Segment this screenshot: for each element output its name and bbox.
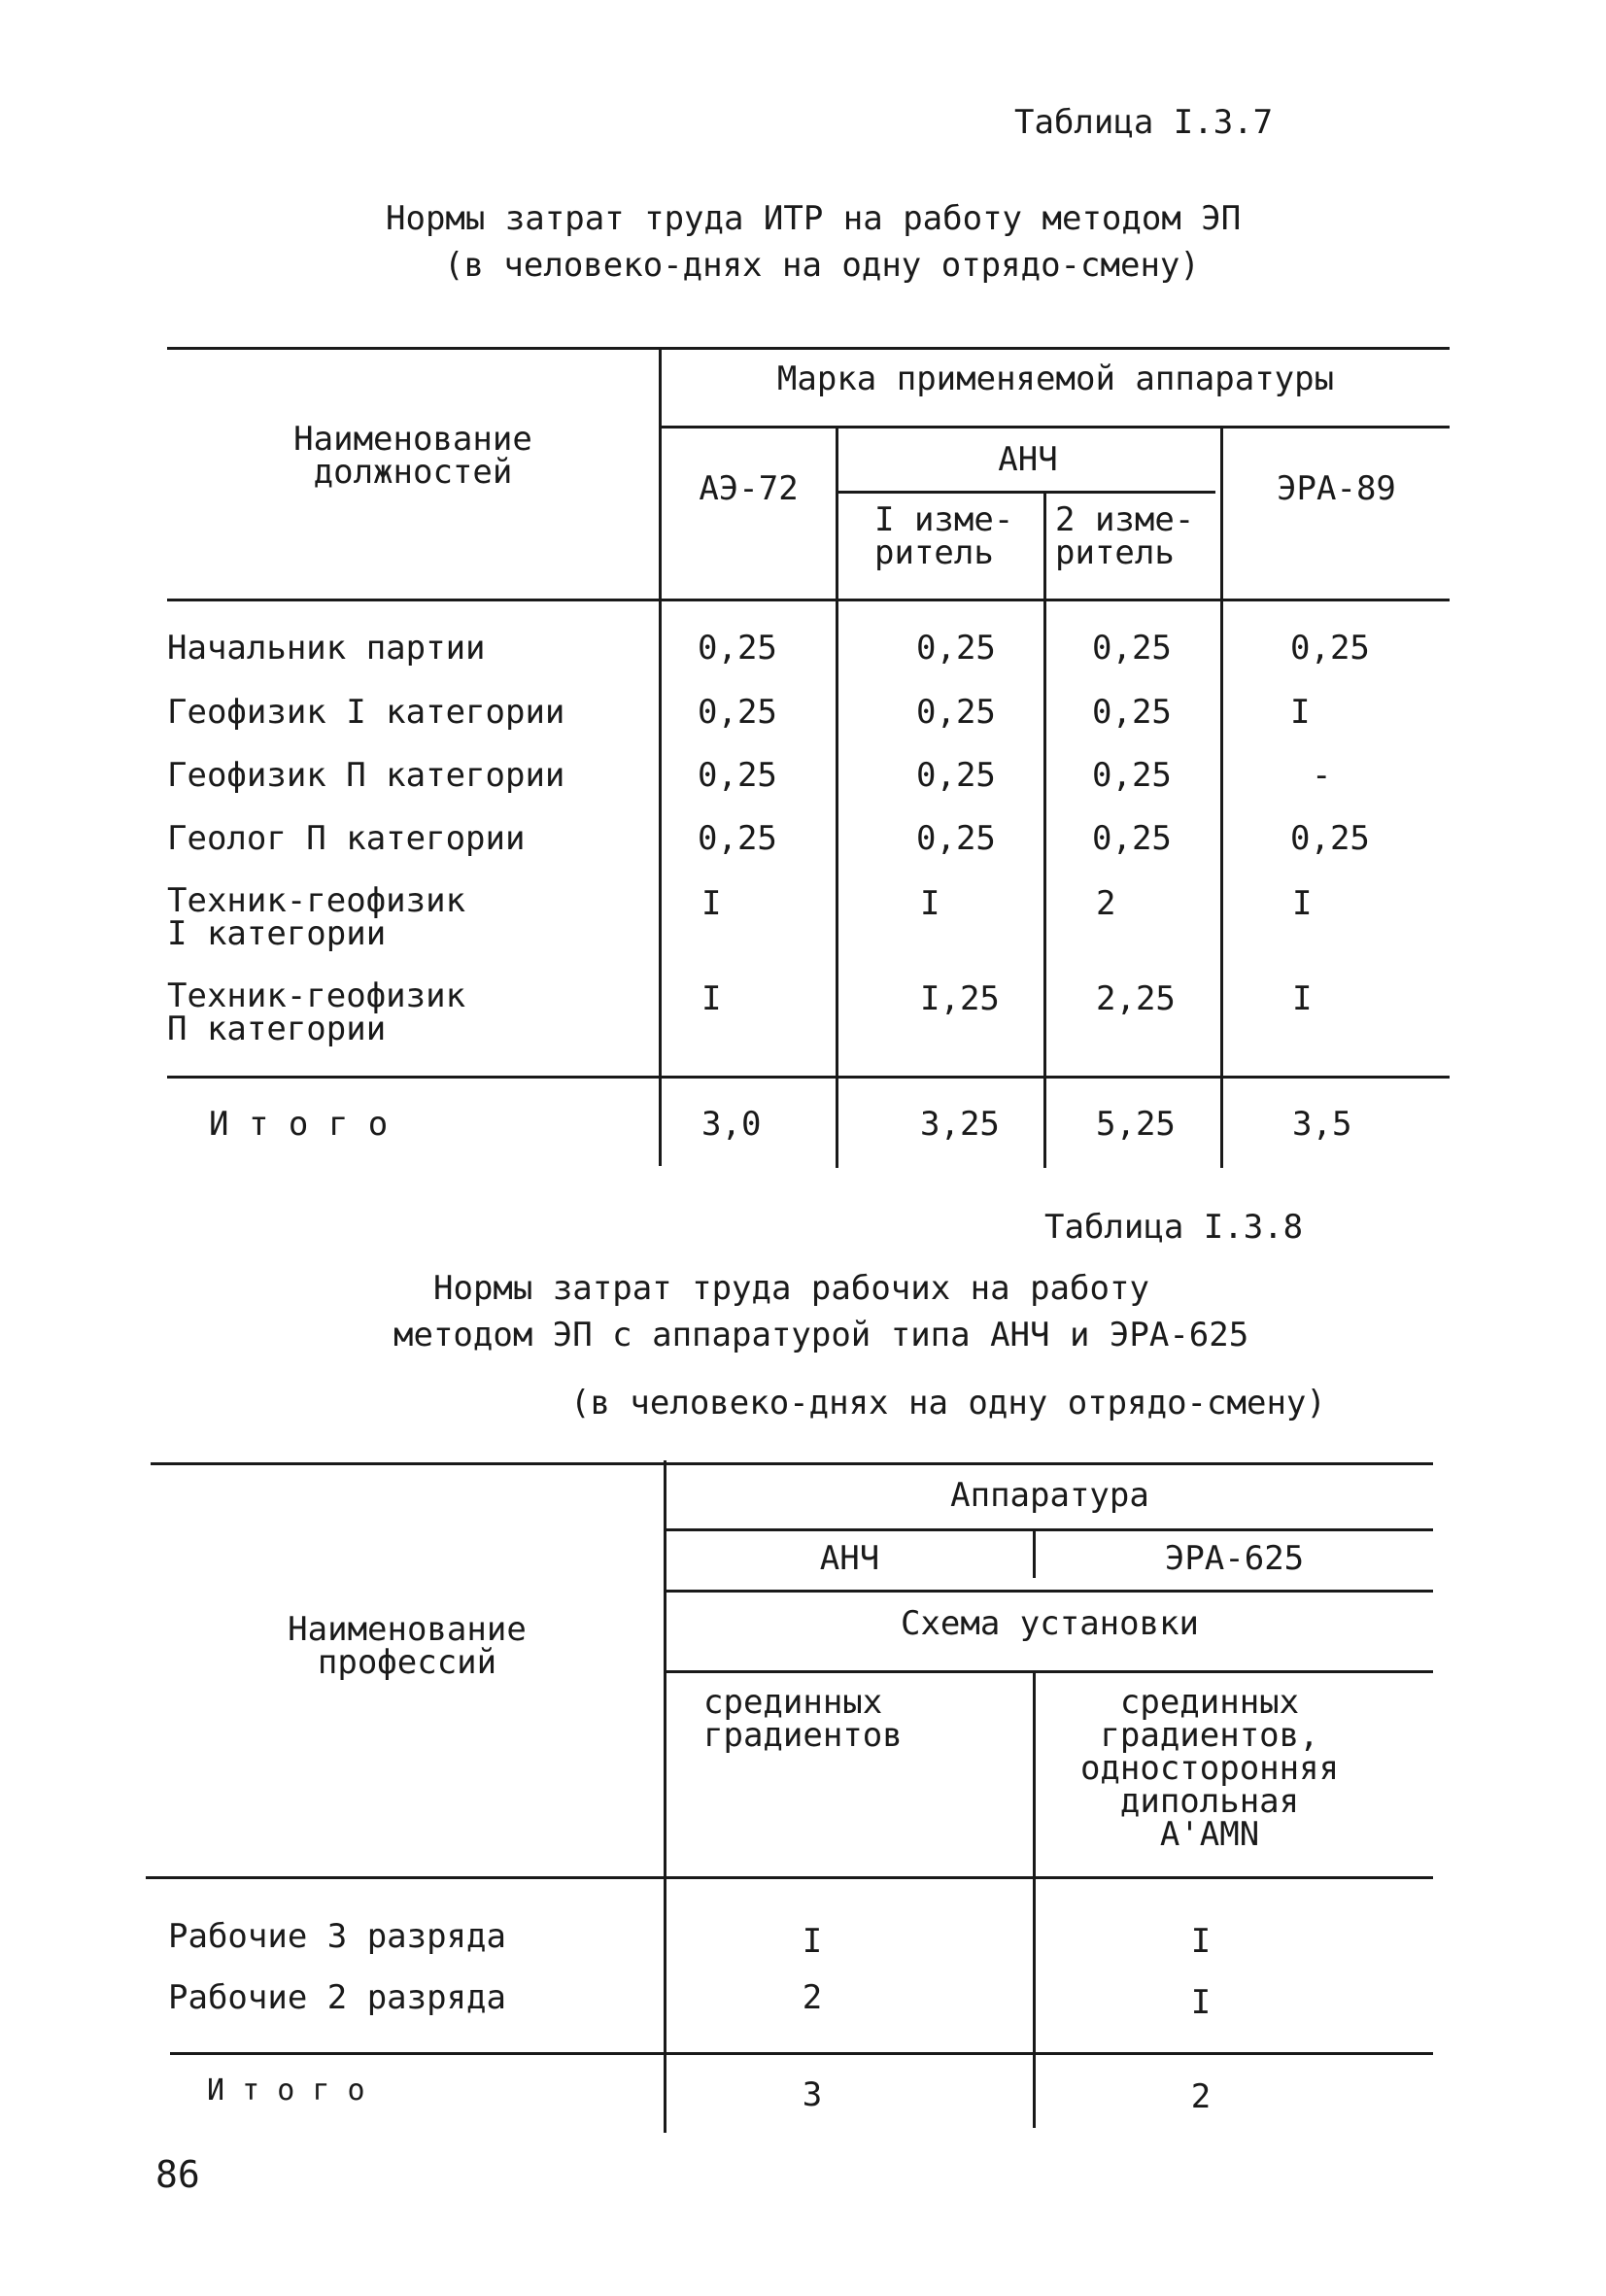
- total-label: И т о г о: [209, 1105, 389, 1144]
- column-header-ae72: АЭ-72: [699, 469, 799, 508]
- cell-anch1: 3,25: [920, 1105, 1000, 1144]
- cell-anch2: 2: [1096, 884, 1116, 923]
- column-header-anch-2: 2 изме- ритель: [1055, 500, 1195, 572]
- column-header-era625: ЭРА-625: [1164, 1539, 1305, 1578]
- cell-era625: 2: [1190, 2077, 1212, 2116]
- table-rule: [1220, 428, 1223, 1168]
- cell-ae72: 0,25: [698, 629, 777, 668]
- column-header-anch: АНЧ: [998, 440, 1058, 479]
- column-header-anch: АНЧ: [819, 1539, 880, 1578]
- cell-anch: 2: [802, 1978, 823, 2017]
- cell-era89: I: [1290, 693, 1311, 732]
- table-rule: [170, 2052, 1433, 2055]
- row-name: Начальник партии: [167, 629, 486, 668]
- row-name: Рабочие 3 разряда: [168, 1917, 506, 1956]
- cell-ae72: 0,25: [698, 693, 777, 732]
- cell-anch2: 5,25: [1096, 1105, 1176, 1144]
- column-header-position: Наименование должностей: [293, 420, 532, 492]
- column-header-era89: ЭРА-89: [1277, 469, 1396, 508]
- row-name: Геофизик П категории: [167, 756, 565, 795]
- table-rule: [664, 1590, 1433, 1593]
- cell-anch2: 0,25: [1092, 693, 1172, 732]
- cell-anch2: 0,25: [1092, 629, 1172, 668]
- table-subtitle: (в человеко-днях на одну отрядо-смену): [570, 1384, 1326, 1422]
- table-rule: [1033, 1671, 1036, 2128]
- scheme-anch: срединных градиентов: [703, 1683, 903, 1755]
- cell-anch1: I: [920, 884, 940, 923]
- cell-ae72: I: [701, 884, 722, 923]
- cell-anch2: 2,25: [1096, 979, 1176, 1018]
- table-rule: [664, 1528, 1433, 1531]
- cell-era625: I: [1190, 1983, 1212, 2022]
- row-name: Техник-геофизик П категории: [167, 977, 466, 1048]
- table-rule: [659, 426, 1450, 428]
- cell-era89: -: [1312, 756, 1332, 795]
- scheme-header: Схема установки: [900, 1604, 1200, 1643]
- table-title: методом ЭП с аппаратурой типа АНЧ и ЭРА-625: [393, 1316, 1249, 1354]
- table-number: Таблица I.3.8: [1044, 1208, 1304, 1247]
- cell-anch2: 0,25: [1092, 819, 1172, 858]
- cell-anch1: 0,25: [916, 756, 996, 795]
- table-rule: [146, 1876, 1433, 1879]
- cell-ae72: 3,0: [701, 1105, 762, 1144]
- table-rule: [1043, 492, 1046, 1168]
- cell-ae72: 0,25: [698, 756, 777, 795]
- table-rule: [167, 1076, 1450, 1079]
- cell-era89: 0,25: [1290, 629, 1370, 668]
- cell-anch2: 0,25: [1092, 756, 1172, 795]
- row-name: Геофизик I категории: [167, 693, 565, 732]
- column-group-header: Марка применяемой аппаратуры: [776, 360, 1335, 398]
- cell-anch1: 0,25: [916, 629, 996, 668]
- cell-anch: I: [802, 1922, 823, 1961]
- column-header-profession: Наименование профессий: [288, 1610, 527, 1682]
- table-rule: [151, 1462, 1433, 1465]
- scheme-era625: срединных градиентов, односторонняя дипольная A'AMN: [1079, 1683, 1340, 1854]
- table-rule: [664, 1670, 1433, 1673]
- table-rule: [167, 347, 1450, 350]
- cell-era89: 3,5: [1292, 1105, 1352, 1144]
- cell-anch: 3: [802, 2075, 823, 2114]
- cell-anch1: 0,25: [916, 693, 996, 732]
- cell-anch1: 0,25: [916, 819, 996, 858]
- page-number: 86: [155, 2153, 200, 2196]
- table-rule: [167, 599, 1450, 601]
- table-title: Нормы затрат труда ИТР на работу методом ЭП: [386, 199, 1242, 238]
- cell-ae72: 0,25: [698, 819, 777, 858]
- cell-anch1: I,25: [920, 979, 1000, 1018]
- cell-era89: 0,25: [1290, 819, 1370, 858]
- table-subtitle: (в человеко-днях на одну отрядо-смену): [444, 246, 1200, 285]
- cell-ae72: I: [701, 979, 722, 1018]
- row-name: Геолог П категории: [167, 819, 526, 858]
- column-group-header: Аппаратура: [950, 1476, 1149, 1515]
- table-title: Нормы затрат труда рабочих на работу: [433, 1269, 1149, 1308]
- cell-era89: I: [1292, 884, 1313, 923]
- table-number: Таблица I.3.7: [1014, 103, 1274, 142]
- table-rule: [836, 428, 838, 1168]
- table-rule: [837, 491, 1215, 494]
- cell-era89: I: [1292, 979, 1313, 1018]
- row-name: Рабочие 2 разряда: [168, 1978, 506, 2017]
- total-label: И т о г о: [207, 2073, 365, 2108]
- row-name: Техник-геофизик I категории: [167, 881, 466, 953]
- column-header-anch-1: I изме- ритель: [874, 500, 1014, 572]
- cell-era625: I: [1190, 1922, 1212, 1961]
